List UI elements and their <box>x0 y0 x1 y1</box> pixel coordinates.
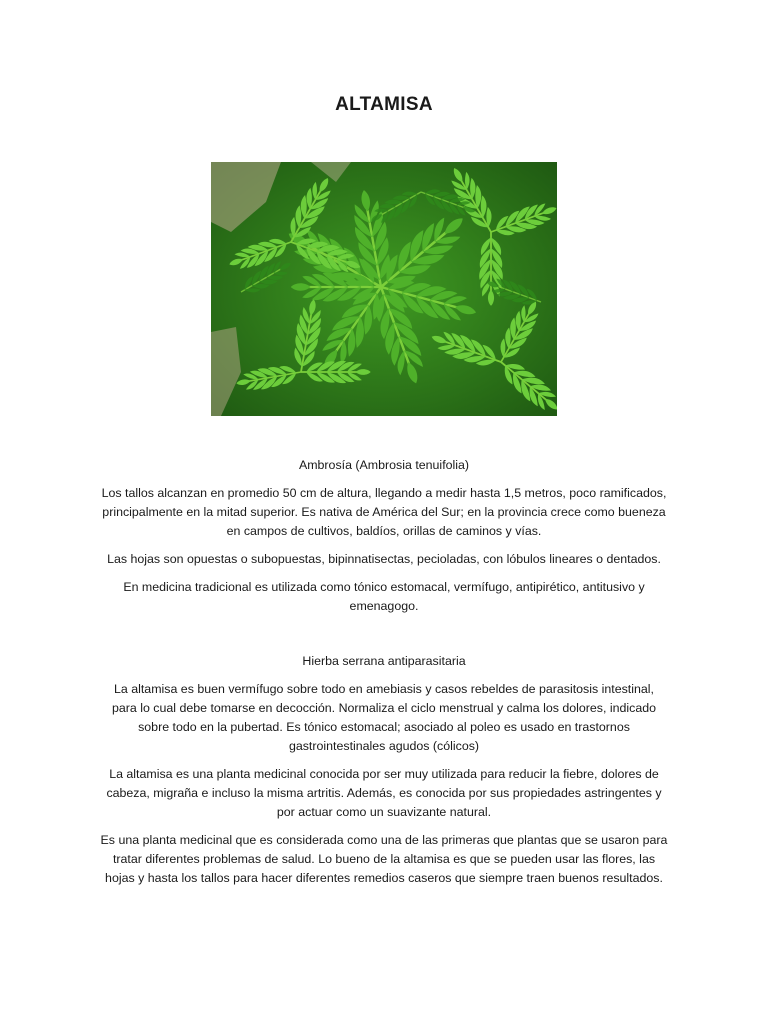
page-title: ALTAMISA <box>335 94 433 115</box>
section-spacer <box>100 625 668 652</box>
plant-photo <box>211 162 557 416</box>
paragraph: En medicina tradicional es utilizada como tónico estomacal, vermífugo, antipirético, antitusivo y emenagogo. <box>123 580 645 613</box>
paragraph: Las hojas son opuestas o subopuestas, bipinnatisectas, pecioladas, con lóbulos lineares o dentados. <box>107 552 661 566</box>
section-subtitle-ambrosia: Ambrosía (Ambrosia tenuifolia) <box>298 458 470 472</box>
article-body <box>100 456 668 897</box>
section-subtitle-hierba: Hierba serrana antiparasitaria <box>302 654 466 668</box>
paragraph: Es una planta medicinal que es considerada como una de las primeras que plantas que se usaron para tratar diferentes problemas de salud. Lo bueno de la altamisa es que se pueden usar las flores, las hojas y hasta los tallos para hacer diferentes remedios caseros que siempre traen buenos resultados. <box>100 833 668 885</box>
paragraph: La altamisa es una planta medicinal conocida por ser muy utilizada para reducir la fiebre, dolores de cabeza, migraña e incluso la misma artritis. Además, es conocida por sus propiedades astringentes y por actuar como un suavizante natural. <box>106 767 662 819</box>
paragraph: La altamisa es buen vermífugo sobre todo en amebiasis y casos rebeldes de parasitosis intestinal, para lo cual debe tomarse en decocción. Normaliza el ciclo menstrual y calma los dolores, indicado sobre todo en la pubertad. Es tónico estomacal; asociado al poleo es usado en trastornos gastrointestinales agudos (cólicos) <box>111 682 657 753</box>
paragraph: Los tallos alcanzan en promedio 50 cm de altura, llegando a medir hasta 1,5 metros, poco ramificados, principalmente en la mitad superior. Es nativa de América del Sur; en la provincia crece como bueneza en campos de cultivos, baldíos, orillas de caminos y vías. <box>101 486 667 538</box>
plant-image <box>211 162 557 416</box>
